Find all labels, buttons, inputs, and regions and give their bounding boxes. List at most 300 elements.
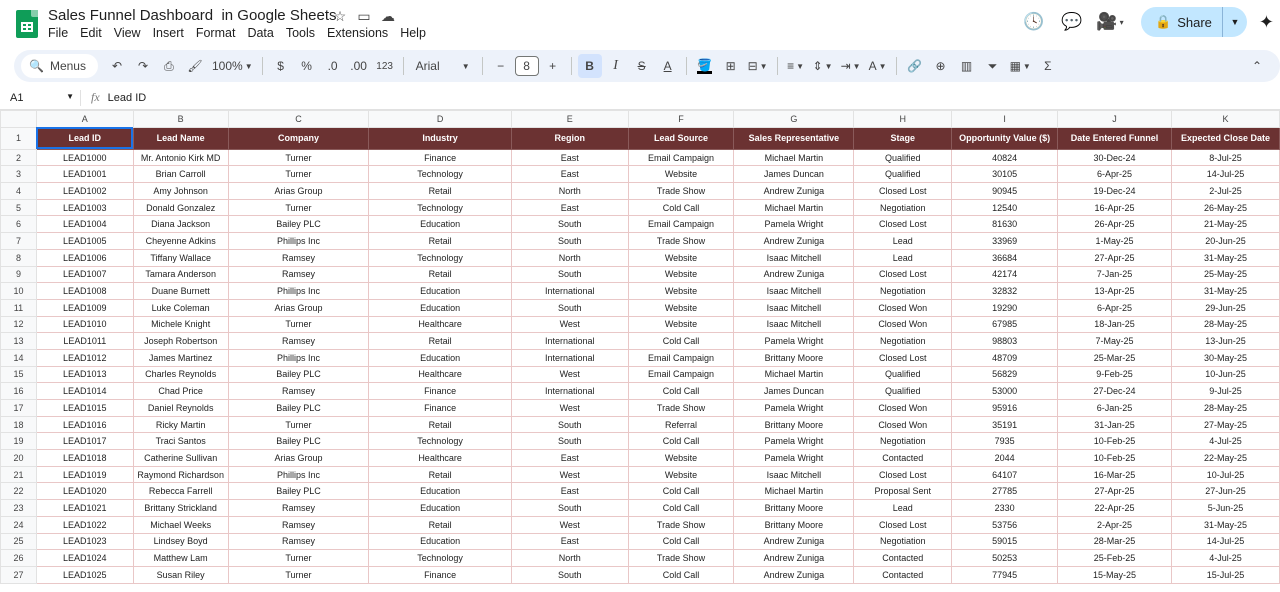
table-cell[interactable]: Isaac Mitchell — [734, 316, 854, 333]
header-cell[interactable]: Stage — [854, 127, 952, 149]
table-cell[interactable]: Proposal Sent — [854, 483, 952, 500]
table-cell[interactable]: Email Campaign — [628, 216, 734, 233]
table-cell[interactable]: Cold Call — [628, 383, 734, 400]
table-cell[interactable]: South — [511, 216, 628, 233]
table-cell[interactable]: North — [511, 249, 628, 266]
table-cell[interactable]: 27-Apr-25 — [1058, 483, 1172, 500]
column-header[interactable]: C — [228, 111, 369, 128]
table-cell[interactable]: 14-Jul-25 — [1172, 166, 1280, 183]
table-cell[interactable]: Negotiation — [854, 199, 952, 216]
column-header[interactable]: K — [1172, 111, 1280, 128]
table-cell[interactable]: Retail — [369, 233, 512, 250]
star-icon[interactable]: ☆ — [333, 7, 347, 24]
select-all-corner[interactable] — [1, 111, 37, 128]
table-cell[interactable]: Pamela Wright — [734, 333, 854, 350]
table-cell[interactable]: Education — [369, 349, 512, 366]
row-number[interactable]: 9 — [1, 266, 37, 283]
table-cell[interactable]: LEAD1016 — [36, 416, 133, 433]
table-cell[interactable]: Closed Won — [854, 299, 952, 316]
table-cell[interactable]: LEAD1004 — [36, 216, 133, 233]
table-cell[interactable]: LEAD1003 — [36, 199, 133, 216]
undo-icon[interactable]: ↶ — [111, 59, 123, 73]
table-cell[interactable]: LEAD1011 — [36, 333, 133, 350]
vertical-align-icon[interactable]: ⇕ ▼ — [812, 59, 833, 73]
table-cell[interactable]: Michael Martin — [734, 483, 854, 500]
row-number[interactable]: 7 — [1, 233, 37, 250]
table-cell[interactable]: Negotiation — [854, 533, 952, 550]
table-cell[interactable]: Education — [369, 483, 512, 500]
table-cell[interactable]: Cheyenne Adkins — [133, 233, 228, 250]
table-cell[interactable]: Negotiation — [854, 283, 952, 300]
menu-tools[interactable]: Tools — [285, 26, 316, 40]
table-cell[interactable]: Education — [369, 500, 512, 517]
table-cell[interactable]: Lead — [854, 500, 952, 517]
table-cell[interactable]: Technology — [369, 433, 512, 450]
text-color-button[interactable] — [656, 54, 680, 78]
table-cell[interactable]: Andrew Zuniga — [734, 533, 854, 550]
table-cell[interactable]: 95916 — [952, 400, 1058, 417]
table-cell[interactable]: Bailey PLC — [228, 216, 369, 233]
table-cell[interactable]: Contacted — [854, 550, 952, 567]
strikethrough-button[interactable] — [630, 54, 654, 78]
column-header[interactable]: A — [36, 111, 133, 128]
table-cell[interactable]: Closed Lost — [854, 516, 952, 533]
table-cell[interactable]: International — [511, 349, 628, 366]
column-header[interactable]: D — [369, 111, 512, 128]
table-cell[interactable]: South — [511, 233, 628, 250]
table-cell[interactable]: Retail — [369, 266, 512, 283]
table-cell[interactable]: Turner — [228, 316, 369, 333]
table-cell[interactable]: Pamela Wright — [734, 450, 854, 467]
column-header[interactable]: H — [854, 111, 952, 128]
table-cell[interactable]: Technology — [369, 166, 512, 183]
column-header[interactable]: G — [734, 111, 854, 128]
table-cell[interactable]: Michael Martin — [734, 149, 854, 166]
table-cell[interactable]: Turner — [228, 199, 369, 216]
menu-help[interactable]: Help — [400, 26, 426, 40]
table-cell[interactable]: West — [511, 466, 628, 483]
table-cell[interactable]: Traci Santos — [133, 433, 228, 450]
table-cell[interactable]: Andrew Zuniga — [734, 266, 854, 283]
table-cell[interactable]: Negotiation — [854, 333, 952, 350]
table-cell[interactable]: 2-Apr-25 — [1058, 516, 1172, 533]
table-cell[interactable]: Joseph Robertson — [133, 333, 228, 350]
table-cell[interactable]: Isaac Mitchell — [734, 249, 854, 266]
row-number[interactable]: 17 — [1, 400, 37, 417]
table-cell[interactable]: Andrew Zuniga — [734, 183, 854, 200]
table-cell[interactable]: LEAD1002 — [36, 183, 133, 200]
table-cell[interactable]: 20-Jun-25 — [1172, 233, 1280, 250]
table-cell[interactable]: Education — [369, 299, 512, 316]
font-size-decrease-button[interactable]: − — [497, 59, 505, 73]
table-cell[interactable]: Arias Group — [228, 183, 369, 200]
table-cell[interactable]: West — [511, 400, 628, 417]
table-cell[interactable]: 53756 — [952, 516, 1058, 533]
gemini-icon[interactable]: ✦ — [1258, 11, 1274, 32]
table-cell[interactable]: LEAD1013 — [36, 366, 133, 383]
table-cell[interactable]: 31-May-25 — [1172, 283, 1280, 300]
table-cell[interactable]: 22-May-25 — [1172, 450, 1280, 467]
table-cell[interactable]: North — [511, 550, 628, 567]
name-box[interactable] — [0, 92, 80, 104]
table-cell[interactable]: 67985 — [952, 316, 1058, 333]
header-cell[interactable]: Lead ID — [36, 127, 133, 149]
table-cell[interactable]: LEAD1014 — [36, 383, 133, 400]
comments-icon[interactable]: 💬 — [1061, 12, 1083, 31]
table-cell[interactable]: 9-Feb-25 — [1058, 366, 1172, 383]
table-cell[interactable]: Cold Call — [628, 500, 734, 517]
table-cell[interactable]: Trade Show — [628, 183, 734, 200]
column-header[interactable]: E — [511, 111, 628, 128]
table-cell[interactable]: Referral — [628, 416, 734, 433]
table-cell[interactable]: 6-Jan-25 — [1058, 400, 1172, 417]
redo-icon[interactable]: ↷ — [137, 59, 149, 73]
table-cell[interactable]: Amy Johnson — [133, 183, 228, 200]
table-cell[interactable]: 2044 — [952, 450, 1058, 467]
table-cell[interactable]: Healthcare — [369, 316, 512, 333]
table-cell[interactable]: Pamela Wright — [734, 433, 854, 450]
row-number[interactable]: 2 — [1, 149, 37, 166]
cloud-status-icon[interactable]: ☁ — [381, 7, 395, 24]
row-number[interactable]: 16 — [1, 383, 37, 400]
table-cell[interactable]: South — [511, 416, 628, 433]
table-cell[interactable]: Donald Gonzalez — [133, 199, 228, 216]
table-cell[interactable]: Ramsey — [228, 500, 369, 517]
table-cell[interactable]: South — [511, 433, 628, 450]
share-dropdown-icon[interactable]: ▼ — [1230, 17, 1240, 27]
more-formats-button[interactable]: 123 — [376, 60, 393, 72]
table-cell[interactable]: Chad Price — [133, 383, 228, 400]
table-cell[interactable]: LEAD1020 — [36, 483, 133, 500]
table-cell[interactable]: Ramsey — [228, 333, 369, 350]
table-cell[interactable]: East — [511, 166, 628, 183]
table-cell[interactable]: 12540 — [952, 199, 1058, 216]
insert-comment-icon[interactable]: ⊕ — [935, 59, 946, 73]
menu-view[interactable]: View — [113, 26, 141, 40]
table-cell[interactable]: 64107 — [952, 466, 1058, 483]
header-cell[interactable]: Region — [511, 127, 628, 149]
currency-format-button[interactable]: $ — [277, 59, 284, 73]
increase-decimal-button[interactable]: .00 — [350, 59, 367, 73]
table-cell[interactable]: 25-Feb-25 — [1058, 550, 1172, 567]
table-cell[interactable]: South — [511, 299, 628, 316]
table-cell[interactable]: LEAD1017 — [36, 433, 133, 450]
table-cell[interactable]: Isaac Mitchell — [734, 283, 854, 300]
table-cell[interactable]: 10-Jun-25 — [1172, 366, 1280, 383]
italic-button[interactable] — [604, 54, 628, 78]
table-cell[interactable]: Qualified — [854, 166, 952, 183]
table-cell[interactable]: James Duncan — [734, 383, 854, 400]
table-cell[interactable]: Michael Martin — [734, 199, 854, 216]
table-cell[interactable]: Ramsey — [228, 383, 369, 400]
table-cell[interactable]: 53000 — [952, 383, 1058, 400]
header-cell[interactable]: Industry — [369, 127, 512, 149]
table-cell[interactable]: LEAD1019 — [36, 466, 133, 483]
row-number[interactable]: 27 — [1, 566, 37, 583]
table-cell[interactable]: Retail — [369, 516, 512, 533]
table-cell[interactable]: Phillips Inc — [228, 233, 369, 250]
table-cell[interactable]: 27-Jun-25 — [1172, 483, 1280, 500]
table-cell[interactable]: Lindsey Boyd — [133, 533, 228, 550]
table-cell[interactable]: LEAD1008 — [36, 283, 133, 300]
menus-search[interactable] — [21, 54, 98, 78]
table-cell[interactable]: 7-May-25 — [1058, 333, 1172, 350]
table-cell[interactable]: Turner — [228, 149, 369, 166]
table-cell[interactable]: 2330 — [952, 500, 1058, 517]
table-cell[interactable]: Cold Call — [628, 566, 734, 583]
row-number[interactable]: 4 — [1, 183, 37, 200]
table-cell[interactable]: 26-Apr-25 — [1058, 216, 1172, 233]
table-cell[interactable]: East — [511, 450, 628, 467]
table-cell[interactable]: 1-May-25 — [1058, 233, 1172, 250]
table-cell[interactable]: LEAD1006 — [36, 249, 133, 266]
table-cell[interactable]: LEAD1012 — [36, 349, 133, 366]
table-cell[interactable]: International — [511, 333, 628, 350]
table-cell[interactable]: Ramsey — [228, 249, 369, 266]
table-cell[interactable]: Healthcare — [369, 450, 512, 467]
table-cell[interactable]: 48709 — [952, 349, 1058, 366]
table-cell[interactable]: 16-Apr-25 — [1058, 199, 1172, 216]
font-select[interactable] — [410, 54, 476, 78]
table-cell[interactable]: Education — [369, 533, 512, 550]
table-cell[interactable]: Brittany Moore — [734, 516, 854, 533]
table-cell[interactable]: Brittany Moore — [734, 416, 854, 433]
history-icon[interactable]: 🕓 — [1023, 12, 1045, 31]
table-cell[interactable]: Brian Carroll — [133, 166, 228, 183]
table-cell[interactable]: LEAD1015 — [36, 400, 133, 417]
table-cell[interactable]: Technology — [369, 199, 512, 216]
table-cell[interactable]: Qualified — [854, 366, 952, 383]
table-cell[interactable]: 25-Mar-25 — [1058, 349, 1172, 366]
table-cell[interactable]: Pamela Wright — [734, 400, 854, 417]
table-cell[interactable]: Finance — [369, 383, 512, 400]
table-cell[interactable]: 32832 — [952, 283, 1058, 300]
row-number[interactable]: 19 — [1, 433, 37, 450]
table-cell[interactable]: 5-Jun-25 — [1172, 500, 1280, 517]
table-cell[interactable]: Lead — [854, 233, 952, 250]
table-cell[interactable]: Daniel Reynolds — [133, 400, 228, 417]
table-cell[interactable]: Turner — [228, 166, 369, 183]
table-cell[interactable]: Matthew Lam — [133, 550, 228, 567]
table-cell[interactable]: Arias Group — [228, 450, 369, 467]
zoom-select[interactable] — [209, 54, 256, 78]
table-cell[interactable]: East — [511, 483, 628, 500]
table-cell[interactable]: LEAD1025 — [36, 566, 133, 583]
table-cell[interactable]: Michael Martin — [734, 366, 854, 383]
menu-file[interactable]: File — [48, 26, 69, 40]
table-cell[interactable]: Isaac Mitchell — [734, 299, 854, 316]
table-cell[interactable]: Contacted — [854, 450, 952, 467]
table-cell[interactable]: LEAD1018 — [36, 450, 133, 467]
meet-icon[interactable]: 🎥 ▾ — [1096, 12, 1124, 31]
table-cell[interactable]: Website — [628, 166, 734, 183]
table-cell[interactable]: Bailey PLC — [228, 366, 369, 383]
table-cell[interactable]: 25-May-25 — [1172, 266, 1280, 283]
table-cell[interactable]: Retail — [369, 333, 512, 350]
row-number[interactable]: 26 — [1, 550, 37, 567]
table-cell[interactable]: Andrew Zuniga — [734, 233, 854, 250]
insert-link-icon[interactable]: 🔗 — [907, 59, 923, 73]
table-cell[interactable]: LEAD1001 — [36, 166, 133, 183]
header-cell[interactable]: Lead Source — [628, 127, 734, 149]
row-number[interactable]: 10 — [1, 283, 37, 300]
filter-views-icon[interactable]: ▦ ▼ — [1009, 59, 1031, 73]
table-cell[interactable]: 9-Jul-25 — [1172, 383, 1280, 400]
column-header[interactable]: B — [133, 111, 228, 128]
table-cell[interactable]: Email Campaign — [628, 149, 734, 166]
table-cell[interactable]: East — [511, 533, 628, 550]
table-cell[interactable]: Tamara Anderson — [133, 266, 228, 283]
row-number[interactable]: 5 — [1, 199, 37, 216]
table-cell[interactable]: International — [511, 283, 628, 300]
menu-format[interactable]: Format — [195, 26, 236, 40]
document-title[interactable]: Sales Funnel Dashboard in Google Sheets — [48, 7, 337, 24]
table-cell[interactable]: Lead — [854, 249, 952, 266]
sheets-logo-icon[interactable] — [16, 10, 38, 38]
table-cell[interactable]: South — [511, 500, 628, 517]
table-cell[interactable]: 7935 — [952, 433, 1058, 450]
row-number[interactable]: 11 — [1, 299, 37, 316]
table-cell[interactable]: 50253 — [952, 550, 1058, 567]
table-cell[interactable]: 6-Apr-25 — [1058, 166, 1172, 183]
table-cell[interactable]: Trade Show — [628, 400, 734, 417]
table-cell[interactable]: James Duncan — [734, 166, 854, 183]
table-cell[interactable]: Diana Jackson — [133, 216, 228, 233]
table-cell[interactable]: Andrew Zuniga — [734, 566, 854, 583]
table-cell[interactable]: 27-Apr-25 — [1058, 249, 1172, 266]
table-cell[interactable]: Retail — [369, 466, 512, 483]
table-cell[interactable]: Brittany Moore — [734, 500, 854, 517]
table-cell[interactable]: West — [511, 516, 628, 533]
table-cell[interactable]: Raymond Richardson — [133, 466, 228, 483]
table-cell[interactable]: Bailey PLC — [228, 400, 369, 417]
decrease-decimal-button[interactable]: .0 — [327, 59, 338, 73]
table-cell[interactable]: LEAD1007 — [36, 266, 133, 283]
table-cell[interactable]: 13-Apr-25 — [1058, 283, 1172, 300]
table-cell[interactable]: East — [511, 199, 628, 216]
table-cell[interactable]: Cold Call — [628, 333, 734, 350]
menu-extensions[interactable]: Extensions — [327, 26, 389, 40]
row-number[interactable]: 22 — [1, 483, 37, 500]
percent-format-button[interactable]: % — [301, 59, 312, 73]
table-cell[interactable]: Closed Won — [854, 400, 952, 417]
table-cell[interactable]: Healthcare — [369, 366, 512, 383]
table-cell[interactable]: Technology — [369, 550, 512, 567]
table-cell[interactable]: Andrew Zuniga — [734, 550, 854, 567]
table-cell[interactable]: Closed Won — [854, 316, 952, 333]
table-cell[interactable]: Brittany Moore — [734, 349, 854, 366]
table-cell[interactable]: 40824 — [952, 149, 1058, 166]
table-cell[interactable]: 27-May-25 — [1172, 416, 1280, 433]
paint-format-icon[interactable]: 🖌 — [187, 59, 203, 73]
table-cell[interactable]: Michele Knight — [133, 316, 228, 333]
collapse-toolbar-icon[interactable]: ⌃ — [1251, 59, 1263, 73]
header-cell[interactable]: Sales Representative — [734, 127, 854, 149]
table-cell[interactable]: 15-May-25 — [1058, 566, 1172, 583]
table-cell[interactable]: Closed Lost — [854, 466, 952, 483]
table-cell[interactable]: 26-May-25 — [1172, 199, 1280, 216]
row-number[interactable]: 13 — [1, 333, 37, 350]
table-cell[interactable]: 29-Jun-25 — [1172, 299, 1280, 316]
row-number[interactable]: 8 — [1, 249, 37, 266]
table-cell[interactable]: Website — [628, 249, 734, 266]
table-cell[interactable]: Email Campaign — [628, 366, 734, 383]
table-cell[interactable]: Phillips Inc — [228, 283, 369, 300]
table-cell[interactable]: Turner — [228, 550, 369, 567]
table-cell[interactable]: 19290 — [952, 299, 1058, 316]
table-cell[interactable]: Website — [628, 266, 734, 283]
table-cell[interactable]: 36684 — [952, 249, 1058, 266]
table-cell[interactable]: 31-May-25 — [1172, 516, 1280, 533]
move-folder-icon[interactable]: ▭ — [357, 7, 371, 24]
row-number[interactable]: 21 — [1, 466, 37, 483]
table-cell[interactable]: South — [511, 566, 628, 583]
table-cell[interactable]: North — [511, 183, 628, 200]
table-cell[interactable]: Negotiation — [854, 433, 952, 450]
table-cell[interactable]: Website — [628, 450, 734, 467]
table-cell[interactable]: 10-Jul-25 — [1172, 466, 1280, 483]
table-cell[interactable]: Finance — [369, 566, 512, 583]
menu-data[interactable]: Data — [247, 26, 274, 40]
table-cell[interactable]: Retail — [369, 416, 512, 433]
table-cell[interactable]: Website — [628, 283, 734, 300]
table-cell[interactable]: Bailey PLC — [228, 433, 369, 450]
row-number[interactable]: 20 — [1, 450, 37, 467]
table-cell[interactable]: 28-Mar-25 — [1058, 533, 1172, 550]
table-cell[interactable]: 15-Jul-25 — [1172, 566, 1280, 583]
table-cell[interactable]: Rebecca Farrell — [133, 483, 228, 500]
table-cell[interactable]: Contacted — [854, 566, 952, 583]
column-header[interactable]: J — [1058, 111, 1172, 128]
row-number[interactable]: 15 — [1, 366, 37, 383]
table-cell[interactable]: 4-Jul-25 — [1172, 433, 1280, 450]
table-cell[interactable]: Education — [369, 216, 512, 233]
table-cell[interactable]: Retail — [369, 183, 512, 200]
table-cell[interactable]: 14-Jul-25 — [1172, 533, 1280, 550]
table-cell[interactable]: West — [511, 316, 628, 333]
table-cell[interactable]: LEAD1005 — [36, 233, 133, 250]
table-cell[interactable]: Arias Group — [228, 299, 369, 316]
table-cell[interactable]: 21-May-25 — [1172, 216, 1280, 233]
header-cell[interactable]: Company — [228, 127, 369, 149]
table-cell[interactable]: Phillips Inc — [228, 349, 369, 366]
row-number[interactable]: 14 — [1, 349, 37, 366]
borders-icon[interactable]: ⊞ — [725, 59, 736, 73]
table-cell[interactable]: 42174 — [952, 266, 1058, 283]
fill-color-icon[interactable]: 🪣 — [697, 57, 713, 72]
bold-button[interactable] — [578, 54, 602, 78]
table-cell[interactable]: Qualified — [854, 383, 952, 400]
table-cell[interactable]: Michael Weeks — [133, 516, 228, 533]
table-cell[interactable]: LEAD1010 — [36, 316, 133, 333]
table-cell[interactable]: 90945 — [952, 183, 1058, 200]
table-cell[interactable]: Finance — [369, 400, 512, 417]
header-cell[interactable]: Opportunity Value ($) — [952, 127, 1058, 149]
table-cell[interactable]: Mr. Antonio Kirk MD — [133, 149, 228, 166]
table-cell[interactable]: Catherine Sullivan — [133, 450, 228, 467]
table-cell[interactable]: 13-Jun-25 — [1172, 333, 1280, 350]
table-cell[interactable]: Trade Show — [628, 550, 734, 567]
table-cell[interactable]: Pamela Wright — [734, 216, 854, 233]
table-cell[interactable]: Trade Show — [628, 233, 734, 250]
table-cell[interactable]: James Martinez — [133, 349, 228, 366]
table-cell[interactable]: 18-Jan-25 — [1058, 316, 1172, 333]
table-cell[interactable]: 77945 — [952, 566, 1058, 583]
table-cell[interactable]: Cold Call — [628, 199, 734, 216]
table-cell[interactable]: 16-Mar-25 — [1058, 466, 1172, 483]
table-cell[interactable]: Education — [369, 283, 512, 300]
table-cell[interactable]: 31-May-25 — [1172, 249, 1280, 266]
